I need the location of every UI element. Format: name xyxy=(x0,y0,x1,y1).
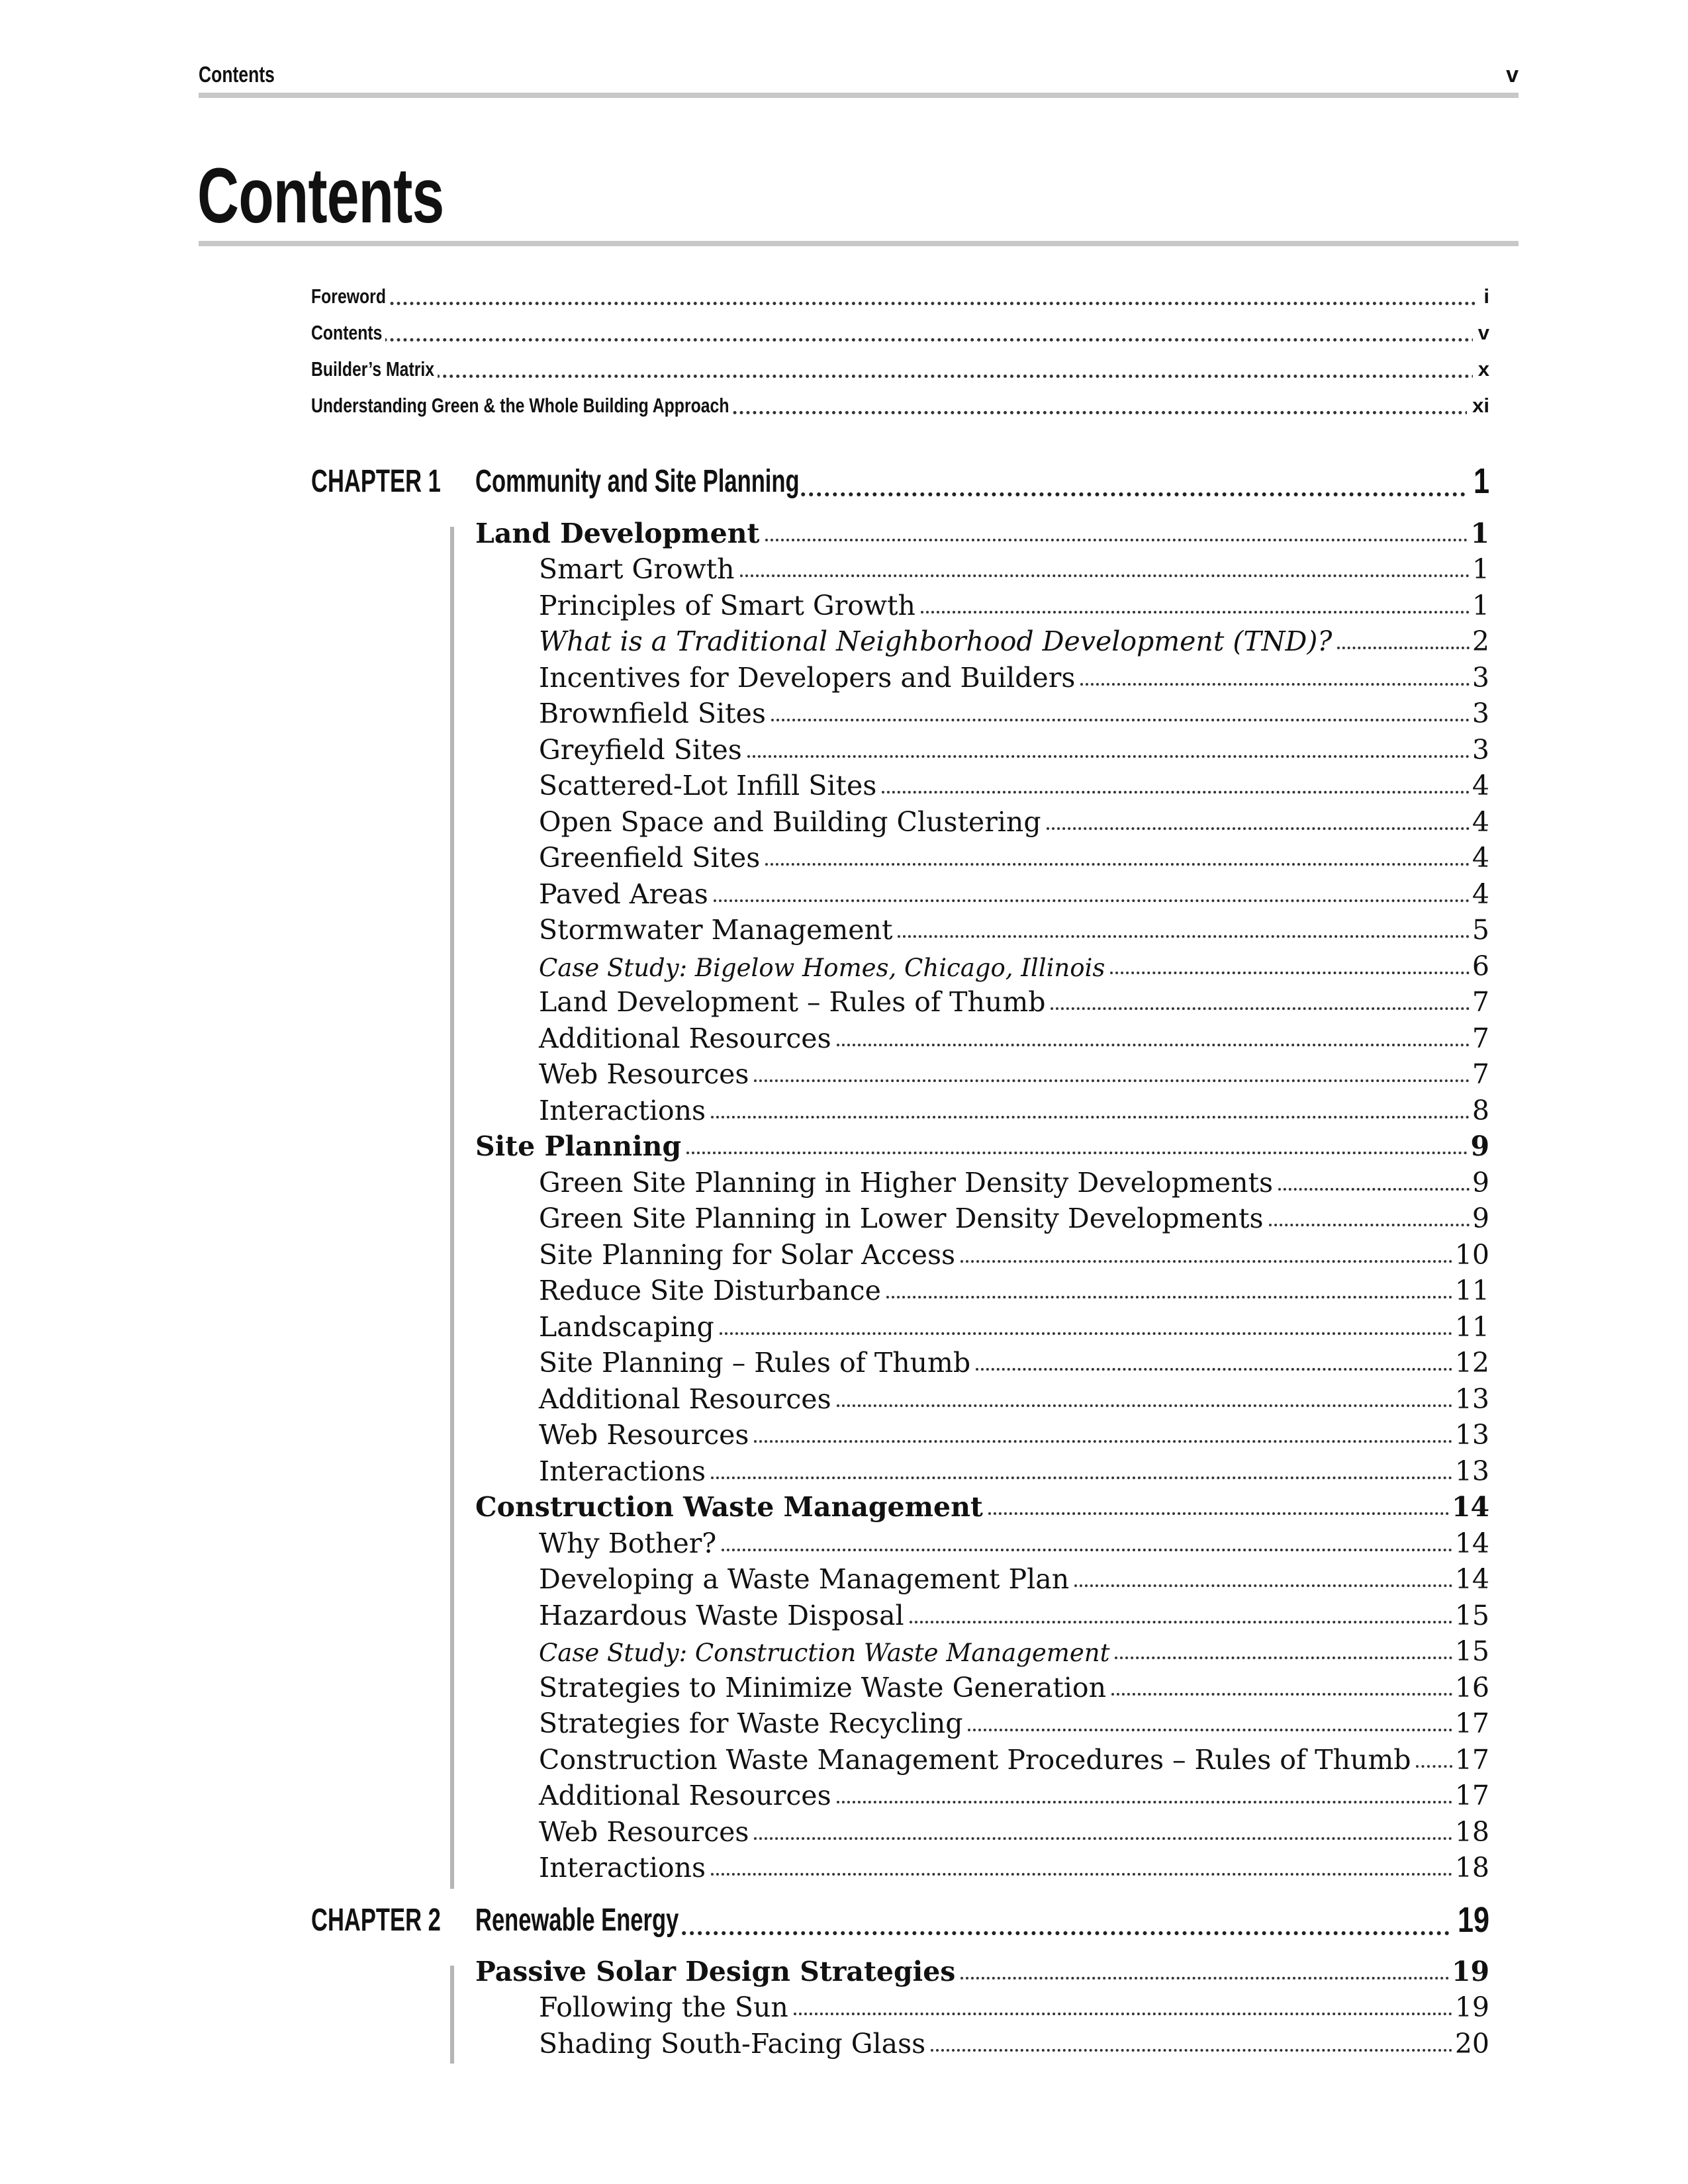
entry-page: 2 xyxy=(1472,625,1489,657)
entry-title: Incentives for Developers and Builders xyxy=(539,661,1076,694)
entry-page: 20 xyxy=(1454,2027,1489,2060)
entry-title: Reduce Site Disturbance xyxy=(539,1275,881,1306)
dot-leader xyxy=(1110,972,1470,974)
entry-title: Why Bother? xyxy=(539,1527,717,1559)
entry-title: Landscaping xyxy=(539,1310,714,1343)
dot-leader xyxy=(1047,827,1470,830)
entry-page: xi xyxy=(1467,394,1489,418)
entry-page: 15 xyxy=(1454,1635,1489,1667)
entry-page: 17 xyxy=(1454,1743,1489,1776)
toc-subentry[interactable] xyxy=(475,1809,1489,1846)
entry-title: Contents xyxy=(311,321,385,345)
toc-section[interactable] xyxy=(475,511,1489,547)
dot-leader xyxy=(722,1549,1452,1551)
entry-title: Web Resources xyxy=(539,1815,749,1848)
entry-page: 18 xyxy=(1454,1852,1489,1884)
entry-title: Web Resources xyxy=(539,1419,749,1451)
chapter-1-page: 1 xyxy=(1467,461,1489,502)
entry-page: 17 xyxy=(1454,1780,1489,1811)
entry-page: 14 xyxy=(1454,1527,1489,1559)
entry-page: 7 xyxy=(1472,1058,1489,1090)
entry-title: Builder’s Matrix xyxy=(311,357,438,381)
chapter-2-label: CHAPTER 2 xyxy=(311,1903,441,1938)
toc-subentry[interactable] xyxy=(475,1413,1489,1449)
entry-title: Interactions xyxy=(539,1094,706,1126)
chapter-1-side-bar xyxy=(450,527,454,1889)
entry-title: Green Site Planning in Higher Density Developments xyxy=(539,1166,1274,1199)
dot-leader xyxy=(961,1260,1452,1263)
running-head-page-number: v xyxy=(1506,62,1519,87)
dot-leader xyxy=(711,1116,1470,1118)
entry-title: Principles of Smart Growth xyxy=(539,589,915,621)
entry-page: 14 xyxy=(1454,1563,1489,1595)
entry-page: 13 xyxy=(1454,1419,1489,1451)
toc-subentry[interactable] xyxy=(475,1016,1489,1052)
dot-leader xyxy=(882,791,1470,794)
entry-title: Following the Sun xyxy=(539,1991,788,2023)
entry-page: 9 xyxy=(1472,1166,1489,1199)
dot-leader xyxy=(794,2013,1452,2015)
toc-subentry[interactable] xyxy=(475,692,1489,728)
entry-page: 11 xyxy=(1454,1310,1489,1343)
entry-page: 19 xyxy=(1454,1991,1489,2023)
chapter-2-title-row[interactable] xyxy=(475,1902,1489,1948)
toc-subentry[interactable] xyxy=(475,1449,1489,1485)
dot-leader xyxy=(837,1404,1452,1407)
dot-leader xyxy=(311,375,1489,378)
toc-subentry[interactable] xyxy=(475,1737,1489,1774)
entry-title: Passive Solar Design Strategies xyxy=(475,1955,956,1987)
entry-title: Smart Growth xyxy=(539,553,735,585)
dot-leader xyxy=(1278,1188,1470,1191)
entry-title: Construction Waste Management Procedures – Rules of Thumb xyxy=(539,1743,1411,1776)
dot-leader xyxy=(910,1621,1452,1623)
dot-leader xyxy=(1080,683,1470,686)
toc-subentry[interactable] xyxy=(475,1341,1489,1377)
entry-page: 5 xyxy=(1472,914,1489,946)
dot-leader xyxy=(961,1977,1449,1979)
toc-subentry[interactable] xyxy=(475,1985,1489,2022)
dot-leader xyxy=(754,1837,1452,1840)
entry-title: Land Development xyxy=(475,517,760,549)
chapter-2-entries xyxy=(475,1949,1489,2058)
entry-page: 3 xyxy=(1472,733,1489,766)
entry-title: Case Study: Bigelow Homes, Chicago, Illinois xyxy=(539,953,1105,982)
entry-page: 9 xyxy=(1472,1203,1489,1234)
toc-subentry[interactable] xyxy=(475,872,1489,908)
entry-page: 4 xyxy=(1472,842,1489,874)
entry-title: What is a Traditional Neighborhood Development (TND)? xyxy=(539,625,1333,657)
entry-title: Site Planning for Solar Access xyxy=(539,1238,956,1271)
dot-leader xyxy=(711,1477,1452,1479)
dot-leader xyxy=(686,1152,1468,1154)
entry-title: Web Resources xyxy=(539,1058,749,1090)
toc-section[interactable] xyxy=(475,1124,1489,1161)
chapter-1-entries xyxy=(475,511,1489,1882)
dot-leader xyxy=(886,1296,1452,1298)
entry-title: Brownfield Sites xyxy=(539,698,766,729)
entry-title: Foreword xyxy=(311,285,389,308)
entry-title: Paved Areas xyxy=(539,878,708,910)
dot-leader xyxy=(740,574,1470,577)
dot-leader xyxy=(754,1440,1452,1443)
chapter-2-side-bar xyxy=(450,1966,454,2064)
toc-subentry[interactable] xyxy=(475,583,1489,619)
title-rule xyxy=(199,241,1519,246)
entry-page: 18 xyxy=(1454,1815,1489,1848)
dot-leader xyxy=(747,755,1470,758)
dot-leader xyxy=(988,1512,1449,1515)
entry-page: x xyxy=(1473,357,1489,381)
toc-subentry[interactable] xyxy=(475,764,1489,800)
entry-page: 13 xyxy=(1454,1455,1489,1487)
entry-title: Greyfield Sites xyxy=(539,733,742,766)
dot-leader xyxy=(1337,647,1470,649)
dot-leader xyxy=(931,2049,1452,2052)
entry-page: 4 xyxy=(1472,770,1489,801)
toc-subentry[interactable] xyxy=(475,1593,1489,1629)
entry-page: 1 xyxy=(1472,589,1489,621)
entry-title: Additional Resources xyxy=(539,1022,831,1054)
dot-leader xyxy=(720,1332,1452,1335)
chapter-1-label: CHAPTER 1 xyxy=(311,464,441,499)
entry-page: 3 xyxy=(1472,698,1489,729)
front-matter-entry[interactable] xyxy=(311,394,1489,430)
front-matter-entry[interactable] xyxy=(311,357,1489,394)
entry-page: 7 xyxy=(1472,986,1489,1018)
entry-page: 1 xyxy=(1472,553,1489,585)
entry-page: v xyxy=(1473,321,1489,345)
entry-title: Interactions xyxy=(539,1455,706,1487)
toc-subentry[interactable] xyxy=(475,1629,1489,1666)
running-head-section: Contents xyxy=(199,62,275,87)
entry-page: 19 xyxy=(1451,1955,1489,1987)
dot-leader xyxy=(976,1368,1452,1371)
dot-leader xyxy=(898,935,1469,938)
dot-leader xyxy=(1074,1584,1452,1587)
toc-subentry[interactable] xyxy=(475,1160,1489,1197)
entry-page: 17 xyxy=(1454,1707,1489,1739)
dot-leader xyxy=(311,338,1489,341)
toc-subentry[interactable] xyxy=(475,980,1489,1017)
dot-leader xyxy=(714,899,1470,902)
entry-page: 1 xyxy=(1470,517,1489,549)
chapter-1-title-row[interactable] xyxy=(475,463,1489,510)
entry-page: 4 xyxy=(1472,805,1489,838)
dot-leader xyxy=(1416,1765,1452,1768)
toc-subentry[interactable] xyxy=(475,1304,1489,1341)
dot-leader xyxy=(765,539,1468,541)
entry-title: Strategies for Waste Recycling xyxy=(539,1707,963,1739)
entry-title: Open Space and Building Clustering xyxy=(539,805,1041,838)
entry-page: 7 xyxy=(1472,1022,1489,1054)
toc-section[interactable] xyxy=(475,1485,1489,1522)
chapter-2-page: 19 xyxy=(1451,1899,1489,1940)
dot-leader xyxy=(711,1873,1452,1876)
entry-title: Case Study: Construction Waste Management xyxy=(539,1639,1110,1667)
front-matter-list xyxy=(311,285,1489,430)
entry-title: Strategies to Minimize Waste Generation xyxy=(539,1671,1106,1704)
toc-subentry[interactable] xyxy=(475,836,1489,872)
chapter-1-title: Community and Site Planning xyxy=(475,464,800,499)
toc-subentry[interactable] xyxy=(475,1232,1489,1269)
entry-page: 10 xyxy=(1454,1238,1489,1271)
toc-subentry[interactable] xyxy=(475,1774,1489,1810)
entry-page: 11 xyxy=(1454,1275,1489,1306)
entry-title: Site Planning – Rules of Thumb xyxy=(539,1347,971,1379)
entry-title: Stormwater Management xyxy=(539,914,893,946)
entry-title: Green Site Planning in Lower Density Developments xyxy=(539,1203,1264,1234)
toc-subentry[interactable] xyxy=(475,1846,1489,1882)
entry-page: 13 xyxy=(1454,1383,1489,1415)
toc-subentry[interactable] xyxy=(475,727,1489,764)
toc-subentry[interactable] xyxy=(475,1377,1489,1413)
entry-title: Hazardous Waste Disposal xyxy=(539,1599,904,1631)
entry-page: 9 xyxy=(1470,1130,1489,1162)
toc-subentry[interactable] xyxy=(475,1521,1489,1557)
entry-title: Scattered-Lot Infill Sites xyxy=(539,770,877,801)
front-matter-entry[interactable] xyxy=(311,285,1489,321)
entry-title: Additional Resources xyxy=(539,1780,831,1811)
dot-leader xyxy=(837,1801,1452,1803)
running-head xyxy=(199,57,1519,97)
entry-title: Developing a Waste Management Plan xyxy=(539,1563,1070,1595)
dot-leader xyxy=(311,302,1489,305)
entry-page: 6 xyxy=(1472,950,1489,982)
dot-leader xyxy=(754,1079,1469,1082)
entry-page: 3 xyxy=(1472,661,1489,694)
entry-page: 15 xyxy=(1454,1599,1489,1631)
entry-title: Interactions xyxy=(539,1852,706,1884)
toc-section[interactable] xyxy=(475,1949,1489,1985)
entry-title: Construction Waste Management xyxy=(475,1491,983,1523)
entry-page: i xyxy=(1478,285,1489,308)
dot-leader xyxy=(921,611,1470,614)
front-matter-entry[interactable] xyxy=(311,321,1489,357)
toc-subentry[interactable] xyxy=(475,655,1489,692)
entry-page: 14 xyxy=(1451,1491,1489,1523)
entry-page: 8 xyxy=(1472,1094,1489,1126)
toc-subentry[interactable] xyxy=(475,1665,1489,1702)
toc-subentry[interactable] xyxy=(475,1088,1489,1124)
entry-title: Greenfield Sites xyxy=(539,842,761,874)
page-title: Contents xyxy=(197,152,444,240)
dot-leader xyxy=(1115,1657,1452,1659)
entry-page: 4 xyxy=(1472,878,1489,910)
header-rule xyxy=(199,93,1519,98)
toc-subentry[interactable] xyxy=(475,619,1489,656)
dot-leader xyxy=(771,719,1470,721)
toc-subentry[interactable] xyxy=(475,799,1489,836)
toc-subentry[interactable] xyxy=(475,944,1489,980)
entry-page: 16 xyxy=(1454,1671,1489,1704)
entry-title: Site Planning xyxy=(475,1130,682,1162)
entry-title: Understanding Green & the Whole Building Approach xyxy=(311,394,732,418)
toc-subentry[interactable] xyxy=(475,1269,1489,1305)
entry-title: Additional Resources xyxy=(539,1383,831,1415)
entry-page: 12 xyxy=(1454,1347,1489,1379)
toc-subentry[interactable] xyxy=(475,1557,1489,1594)
dot-leader xyxy=(1111,1693,1452,1696)
dot-leader xyxy=(765,863,1470,866)
toc-subentry[interactable] xyxy=(475,908,1489,944)
entry-title: Land Development – Rules of Thumb xyxy=(539,986,1046,1018)
dot-leader xyxy=(1051,1007,1469,1010)
dot-leader xyxy=(968,1729,1452,1731)
dot-leader xyxy=(1269,1224,1470,1226)
toc-subentry[interactable] xyxy=(475,2021,1489,2058)
toc-subentry[interactable] xyxy=(475,1052,1489,1089)
toc-subentry[interactable] xyxy=(475,1702,1489,1738)
dot-leader xyxy=(837,1044,1470,1046)
toc-subentry[interactable] xyxy=(475,1197,1489,1233)
chapter-2-title: Renewable Energy xyxy=(475,1903,679,1938)
entry-title: Shading South-Facing Glass xyxy=(539,2027,926,2060)
toc-subentry[interactable] xyxy=(475,547,1489,584)
